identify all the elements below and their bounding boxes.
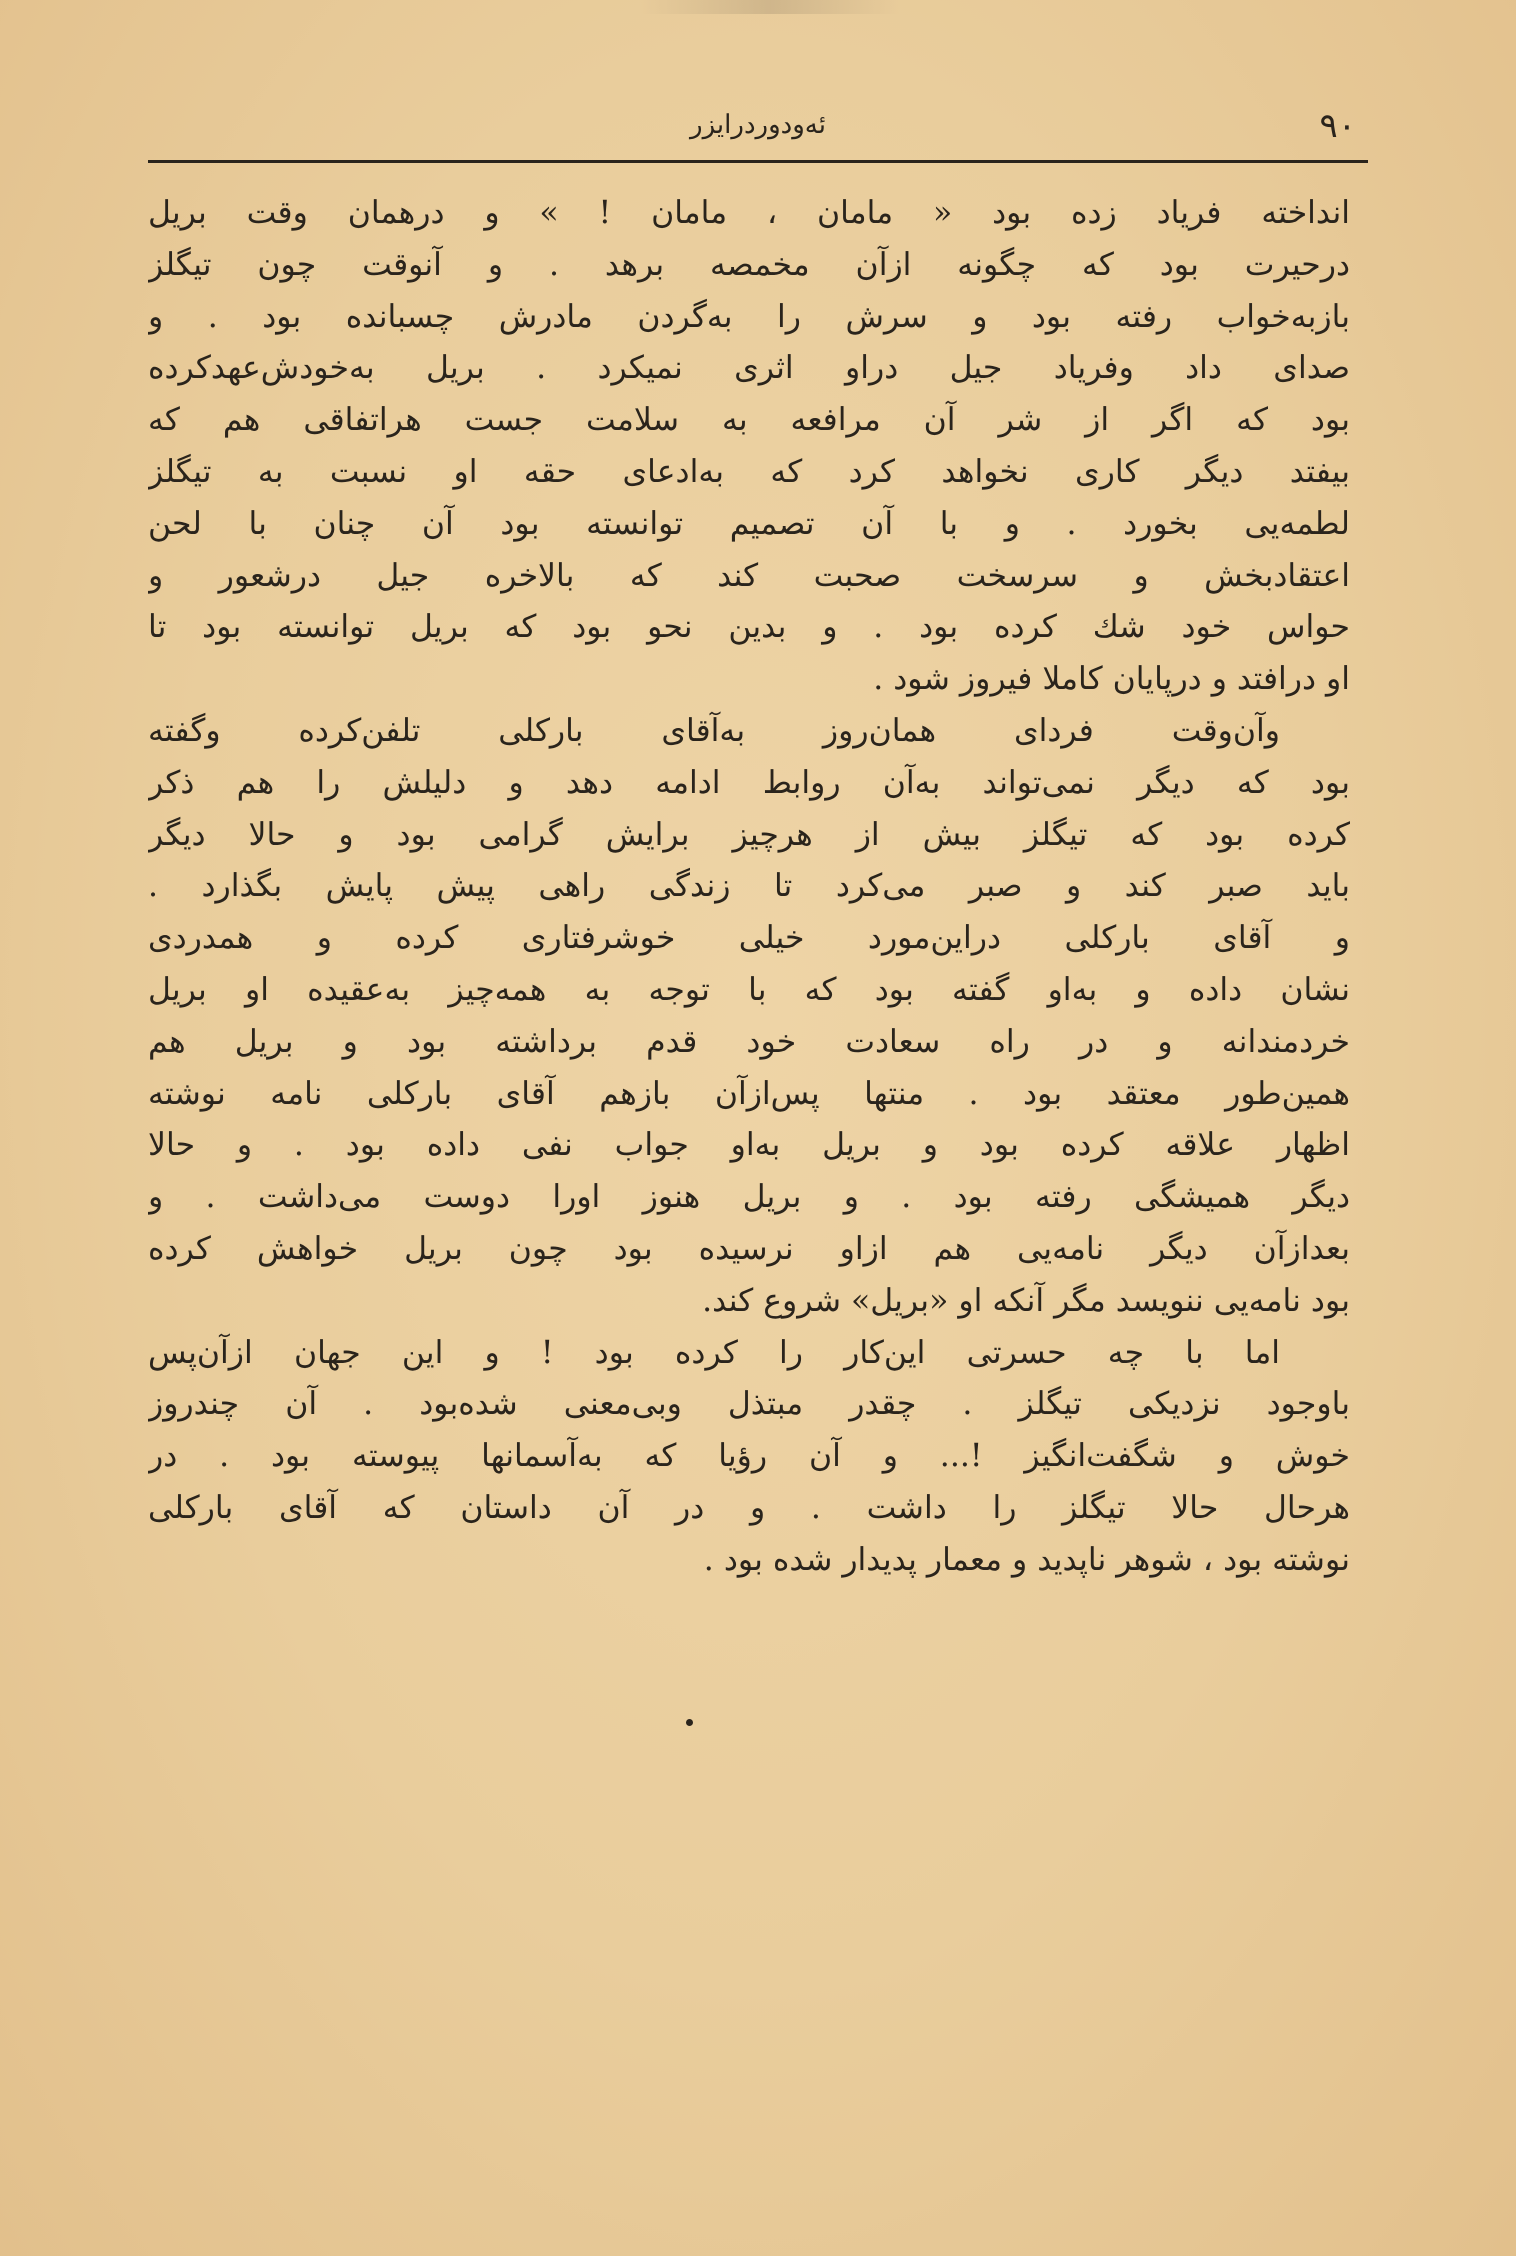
text-line: اظهار علاقه کرده بود و بریل به‌او جواب نفی داده بود . و حالا [148,1127,1350,1164]
text-line: بیفتد دیگر کاری نخواهد کرد که به‌ادعای حقه او نسبت به تیگلز [148,453,1350,490]
text-line: او درافتد و درپایان کاملا فیروز شود . [873,661,1350,698]
text-line: هرحال حالا تیگلز را داشت . و در آن داستان که آقای بارکلی [148,1489,1350,1526]
text-line: اما با چه حسرتی این‌کار را کرده بود ! و این جهان ازآن‌پس [148,1334,1280,1371]
text-line: اعتقادبخش و سرسخت صحبت کند که بالاخره جیل درشعور و [148,557,1350,594]
text-line: حواس خود شك کرده بود . و بدین نحو بود که بریل توانسته بود تا [148,609,1350,646]
text-line: بود که اگر از شر آن مرافعه به سلامت جست هراتفاقی هم که [148,402,1350,439]
text-line: وآن‌وقت فردای همان‌روز به‌آقای بارکلی تلفن‌کرده وگفته [148,712,1280,749]
text-line: کرده بود که تیگلز بیش از هرچیز برایش گرامی بود و حالا دیگر [148,816,1350,853]
text-line: بعدازآن دیگر نامه‌یی هم ازاو نرسیده بود چون بریل خواهش کرده [148,1230,1350,1267]
top-edge-smudge [640,0,900,14]
text-line: و آقای بارکلی دراین‌مورد خیلی خوشرفتاری کرده و همدردی [148,920,1350,957]
text-line: باید صبر کند و صبر می‌کرد تا زندگی راهی پیش پایش بگذارد . [148,868,1350,905]
text-line: بازبه‌خواب رفته بود و سرش را به‌گردن مادرش چسبانده بود . و [148,298,1350,335]
text-line: بود نامه‌یی ننویسد مگر آنکه او «بریل» شروع کند. [702,1282,1350,1319]
text-line: خوش و شگفت‌انگیز !... و آن رؤیا که به‌آسمانها پیوسته بود . در [148,1438,1350,1475]
page-header [148,88,1368,158]
text-line: انداخته فریاد زده بود « مامان ، مامان ! » و درهمان وقت بریل [148,195,1350,231]
body-text [148,188,1350,1587]
running-title: ئەودوردرایزر [690,110,826,140]
text-line: دیگر همیشگی رفته بود . و بریل هنوز اورا دوست می‌داشت . و [148,1179,1350,1216]
text-line: صدای داد وفریاد جیل دراو اثری نمیکرد . بریل به‌خودش‌عهدکرده [148,350,1350,387]
text-line: لطمه‌یی بخورد . و با آن تصمیم توانسته بود آن چنان با لحن [148,505,1350,542]
header-rule [148,160,1368,163]
text-line: درحیرت بود که چگونه ازآن مخمصه برهد . و آنوقت چون تیگلز [148,246,1350,283]
text-line: خردمندانه و در راه سعادت خود قدم برداشته بود و بریل هم [148,1023,1350,1060]
text-line: نشان داده و به‌او گفته بود که با توجه به همه‌چیز به‌عقیده او بریل [148,971,1350,1008]
text-line: نوشته بود ، شوهر ناپدید و معمار پدیدار شده بود . [703,1541,1350,1578]
ink-dot [686,1719,693,1726]
text-line: همین‌طور معتقد بود . منتها پس‌ازآن بازهم آقای بارکلی نامه نوشته [148,1075,1350,1112]
text-line: بود که دیگر نمی‌تواند به‌آن روابط ادامه دهد و دلیلش را هم ذکر [148,764,1350,801]
page-number: ۹۰ [1319,106,1356,146]
text-line: باوجود نزدیکی تیگلز . چقدر مبتذل وبی‌معنی شده‌بود . آن چندروز [148,1386,1350,1423]
